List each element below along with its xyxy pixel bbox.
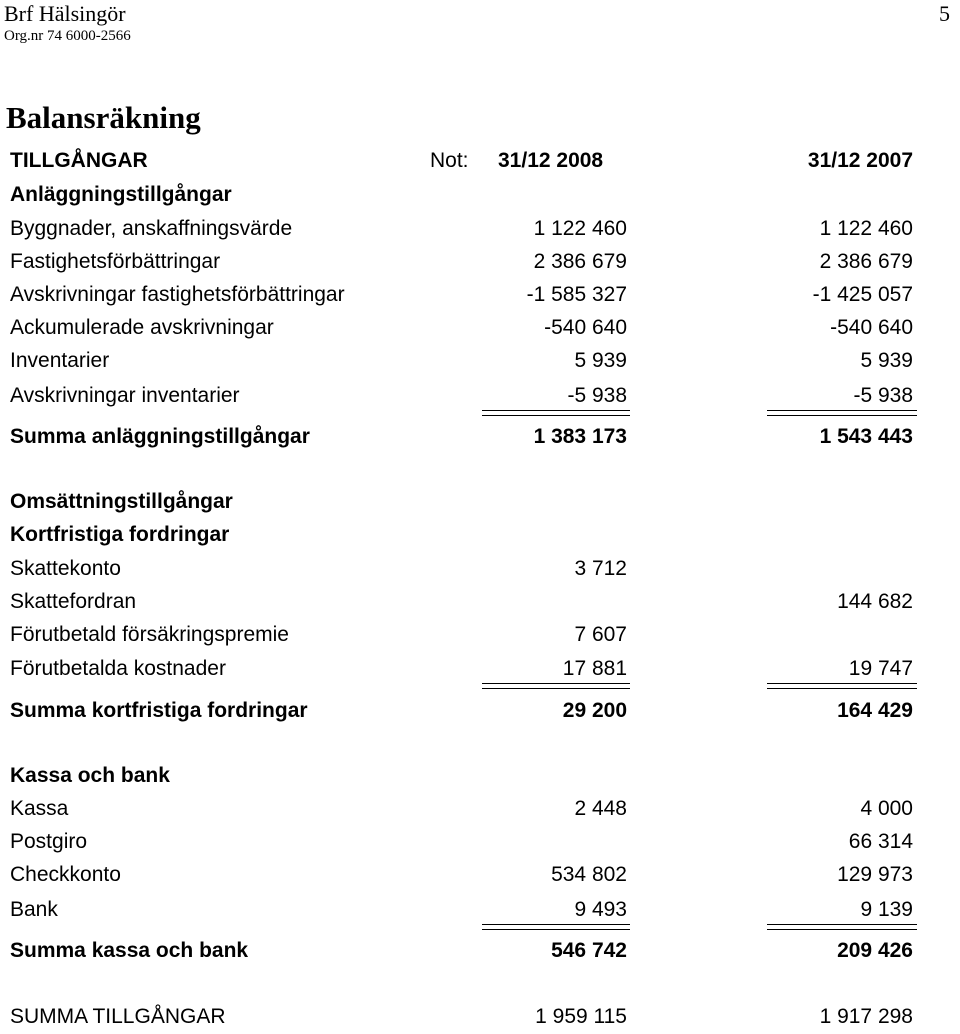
table-row: [0, 652, 960, 686]
total-row: [0, 1000, 960, 1034]
sum-label: Summa anläggningstillgångar: [10, 425, 310, 448]
section-heading-tillgangar: TILLGÅNGAR: [10, 149, 148, 172]
row-label: Checkkonto: [10, 863, 121, 886]
year2-value: 5 939: [860, 349, 913, 372]
double-underline: [482, 410, 630, 416]
organization-name: Brf Hälsingör: [4, 1, 126, 26]
double-underline: [767, 410, 917, 416]
row-label: Fastighetsförbättringar: [10, 250, 221, 273]
section-heading: Kassa och bank: [10, 764, 170, 787]
column-header-row: [0, 144, 960, 178]
year1-value: 3 712: [574, 557, 627, 580]
year1-sum: 29 200: [562, 699, 627, 722]
section-heading-row: [0, 759, 960, 793]
table-row: [0, 585, 960, 619]
year2-value: 1 122 460: [819, 217, 913, 240]
year1-value: 2 448: [574, 797, 627, 820]
double-underline: [767, 924, 917, 930]
year2-value: 129 973: [837, 863, 913, 886]
section-heading: Omsättningstillgångar: [10, 490, 233, 513]
year2-value: 9 139: [860, 898, 913, 921]
table-row: [0, 278, 960, 312]
year2-value: -1 425 057: [812, 283, 913, 306]
table-row: [0, 825, 960, 859]
table-row: [0, 858, 960, 892]
table-row: [0, 245, 960, 279]
year2-sum: 1 543 443: [819, 425, 913, 448]
page-title: Balansräkning: [6, 100, 201, 135]
table-row: [0, 344, 960, 378]
row-label: Förutbetalda kostnader: [10, 657, 226, 680]
row-label: Postgiro: [10, 830, 88, 853]
year1-sum: 546 742: [551, 939, 627, 962]
double-underline: [482, 924, 630, 930]
row-label: Skattekonto: [10, 557, 121, 580]
section-heading-row: [0, 178, 960, 212]
year1-column-header: 31/12 2008: [498, 149, 604, 172]
sum-row: [0, 934, 960, 968]
year1-value: 7 607: [574, 623, 627, 646]
row-label: Avskrivningar fastighetsförbättringar: [10, 283, 345, 306]
table-row: [0, 379, 960, 413]
row-label: Avskrivningar inventarier: [10, 384, 240, 407]
row-label: Kassa: [10, 797, 69, 820]
table-row: [0, 552, 960, 586]
note-column-header: Not:: [430, 149, 469, 172]
sum-label: Summa kortfristiga fordringar: [10, 699, 308, 722]
double-underline: [482, 683, 630, 689]
sum-row: [0, 420, 960, 454]
year1-value: 9 493: [574, 898, 627, 921]
year1-sum: 1 383 173: [533, 425, 627, 448]
year2-value: -5 938: [853, 384, 913, 407]
year1-value: 17 881: [562, 657, 627, 680]
organization-number: Org.nr 74 6000-2566: [4, 28, 131, 44]
row-label: Förutbetald försäkringspremie: [10, 623, 289, 646]
year1-value: 534 802: [551, 863, 627, 886]
row-label: Byggnader, anskaffningsvärde: [10, 217, 293, 240]
year1-value: 2 386 679: [533, 250, 627, 273]
year1-value: -5 938: [567, 384, 627, 407]
year2-value: 2 386 679: [819, 250, 913, 273]
year2-sum: 164 429: [837, 699, 913, 722]
table-row: [0, 311, 960, 345]
year1-value: 5 939: [574, 349, 627, 372]
year2-value: 66 314: [848, 830, 913, 853]
sum-row: [0, 694, 960, 728]
row-label: Ackumulerade avskrivningar: [10, 316, 274, 339]
table-row: [0, 792, 960, 826]
year2-column-header: 31/12 2007: [807, 149, 913, 172]
sum-label: Summa kassa och bank: [10, 939, 249, 962]
section-heading-row: [0, 485, 960, 519]
row-label: Bank: [10, 898, 58, 921]
year1-total: 1 959 115: [535, 1005, 627, 1028]
year2-total: 1 917 298: [819, 1005, 913, 1028]
year1-value: -1 585 327: [526, 283, 627, 306]
table-row: [0, 212, 960, 246]
page-number: 5: [939, 1, 950, 26]
subsection-heading: Kortfristiga fordringar: [10, 523, 230, 546]
year2-value: 4 000: [860, 797, 913, 820]
total-label: SUMMA TILLGÅNGAR: [10, 1005, 226, 1028]
year2-value: -540 640: [830, 316, 913, 339]
year2-value: 19 747: [848, 657, 913, 680]
subsection-heading-row: [0, 518, 960, 552]
row-label: Skattefordran: [10, 590, 137, 613]
year2-value: 144 682: [837, 590, 913, 613]
section-heading: Anläggningstillgångar: [10, 183, 232, 206]
year1-value: -540 640: [544, 316, 627, 339]
row-label: Inventarier: [10, 349, 110, 372]
table-row: [0, 893, 960, 927]
year1-value: 1 122 460: [533, 217, 627, 240]
year2-sum: 209 426: [837, 939, 913, 962]
double-underline: [767, 683, 917, 689]
table-row: [0, 618, 960, 652]
